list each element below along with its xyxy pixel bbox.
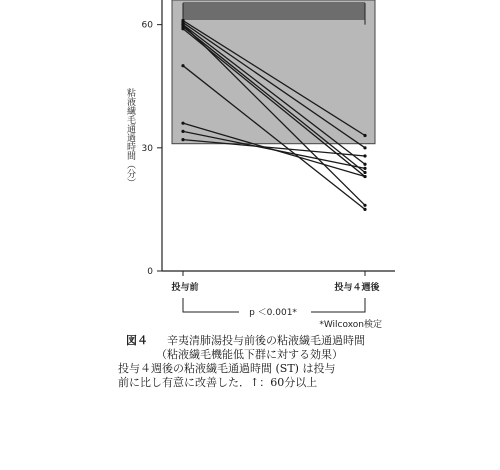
figure-caption (118, 334, 426, 390)
figure-subtitle: （粘液繊毛機能低下群に対する効果） (156, 348, 343, 361)
figure-title: 辛夷清肺湯投与前後の粘液繊毛通過時間 (167, 334, 365, 347)
point-post (363, 154, 366, 157)
point-post (363, 175, 366, 178)
point-pre (181, 27, 184, 30)
caption-body-line-1: 投与４週後の粘液繊毛通過時間 (ST) は投与 (118, 362, 336, 375)
point-pre (181, 23, 184, 26)
point-post (363, 171, 366, 174)
category-label-post: 投与４週後 (334, 283, 380, 293)
y-tick-label: 0 (147, 267, 153, 277)
significance-label: p ＜0.001* (249, 308, 297, 318)
category-label-pre: 投与前 (171, 283, 199, 293)
point-post (363, 167, 366, 170)
figure-number: 図４ (126, 334, 148, 347)
point-pre (181, 130, 184, 133)
point-pre (181, 138, 184, 141)
point-post (363, 208, 366, 211)
point-pre (181, 64, 184, 67)
test-note: *Wilcoxon検定 (319, 320, 382, 330)
point-pre (181, 122, 184, 125)
point-post (363, 134, 366, 137)
caption-body-line-2: 前に比し有意に改善した．↑：60分以上 (118, 376, 318, 389)
point-post (363, 146, 366, 149)
y-axis-label: 粘液繊毛通過時間（分） (125, 88, 135, 187)
y-tick-label: 30 (141, 143, 153, 154)
point-post (363, 163, 366, 166)
point-post (363, 204, 366, 207)
y-tick-label: 60 (141, 20, 153, 31)
